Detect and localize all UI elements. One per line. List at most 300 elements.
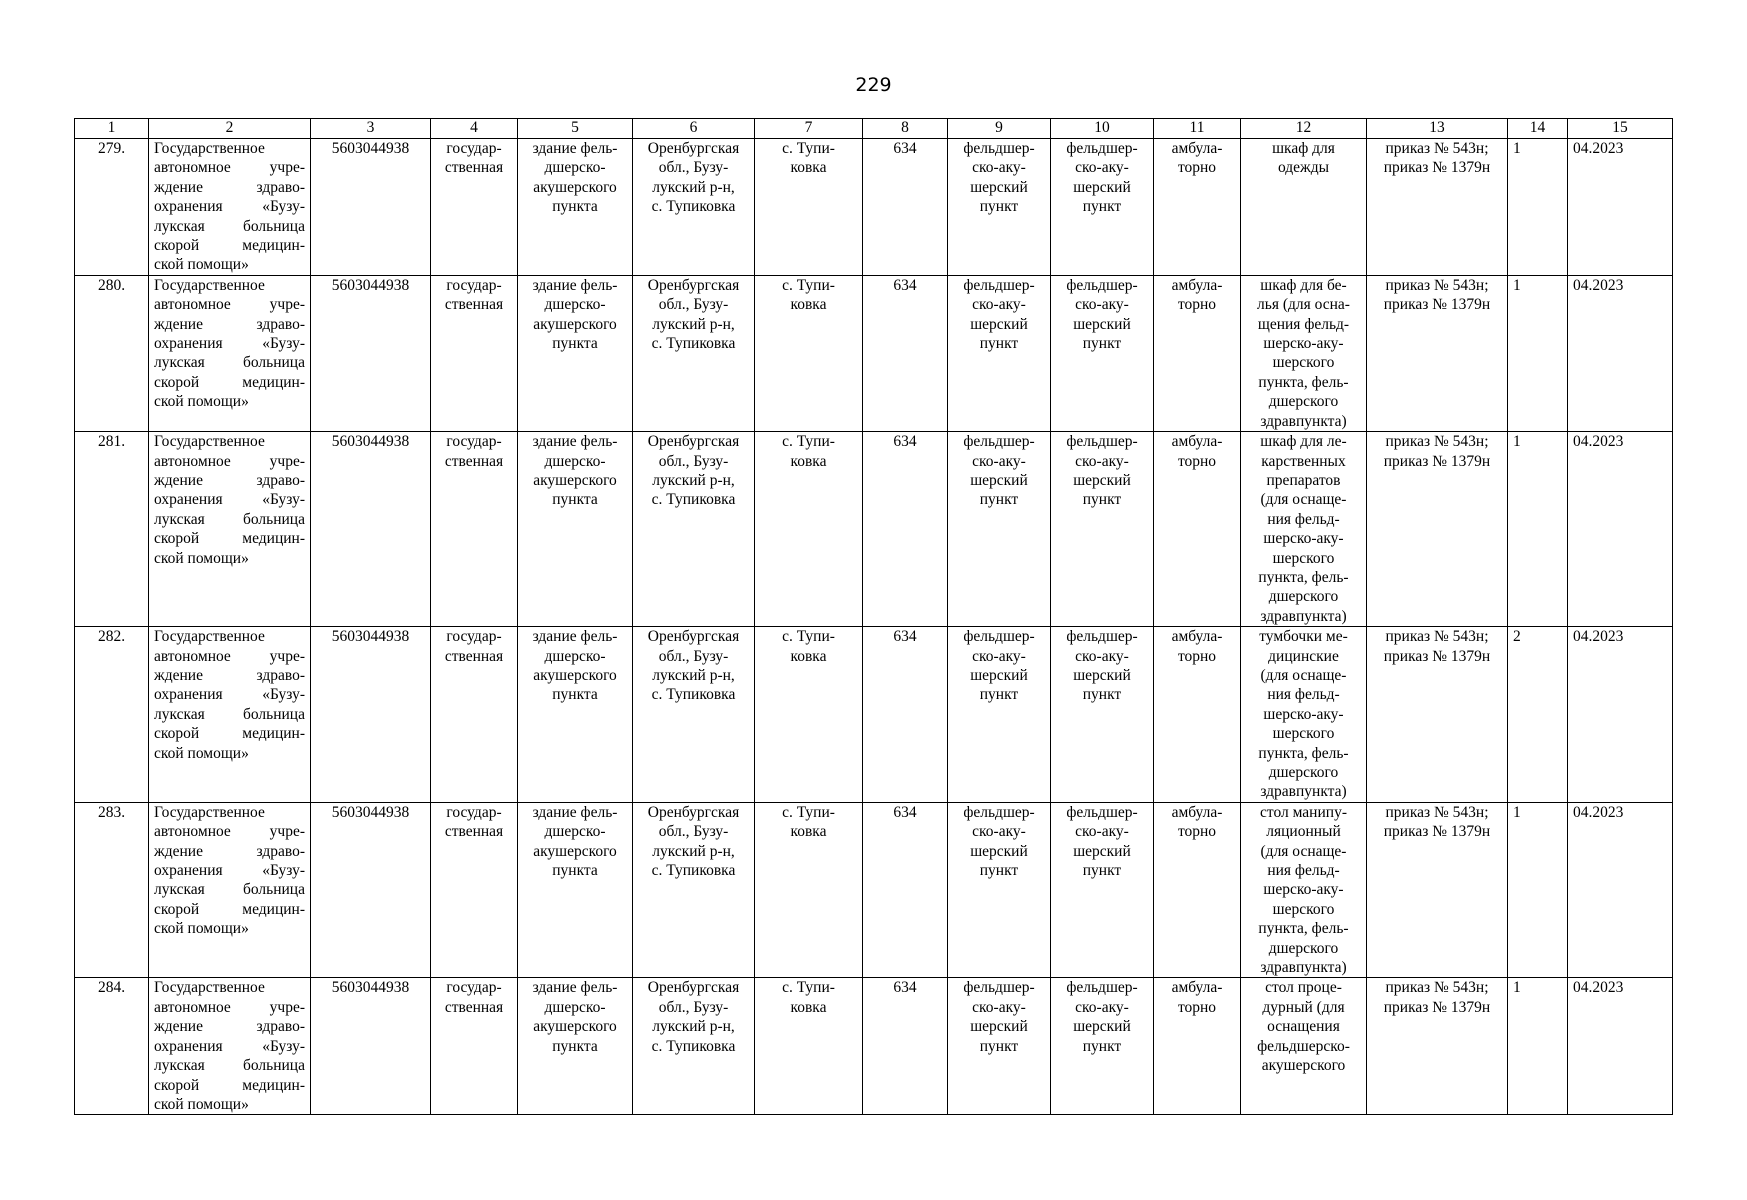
cell-line: лукский р-н, xyxy=(652,315,735,333)
order-cell xyxy=(1367,802,1508,978)
cell-line: препаратов xyxy=(1266,471,1341,489)
cell-line: фельдшер- xyxy=(963,433,1035,451)
cell-line: дурный (для xyxy=(1262,998,1345,1016)
cell-line: акушерского xyxy=(533,178,617,196)
address-cell xyxy=(633,432,755,627)
cell-line: фельдшерско- xyxy=(1257,1037,1350,1055)
order-cell xyxy=(1367,432,1508,627)
cell-line: фельдшер- xyxy=(963,979,1035,997)
cell-line: акушерского xyxy=(533,666,617,684)
cell-line: дшерско- xyxy=(544,452,606,470)
cell-line: акушерского xyxy=(533,471,617,489)
cell-line: с. Тупи- xyxy=(782,276,835,294)
cell-line: скорой медицин- xyxy=(154,373,305,391)
unit-name-cell xyxy=(1051,432,1154,627)
unit-name-cell xyxy=(1051,627,1154,803)
cell-line: фельдшер- xyxy=(963,276,1035,294)
cell-line: ния фельд- xyxy=(1267,862,1340,880)
cell-line: с. Тупиковка xyxy=(651,686,736,704)
cell-line: с. Тупиковка xyxy=(651,198,736,216)
cell-line: ственная xyxy=(444,823,504,841)
cell-line: обл., Бузу- xyxy=(658,159,729,177)
cell-line: здравпункта) xyxy=(1260,783,1347,801)
column-number: 8 xyxy=(863,119,948,139)
cell-line: ской помощи» xyxy=(154,393,249,411)
cell-line: ско-аку- xyxy=(1075,647,1129,665)
cell-line: приказ № 1379н xyxy=(1383,296,1491,314)
address-cell xyxy=(633,802,755,978)
cell-line: амбула- xyxy=(1171,979,1223,997)
quantity-cell: 1 xyxy=(1508,978,1568,1115)
cell-line: дшерско- xyxy=(544,998,606,1016)
cell-line: акушерского xyxy=(1261,1057,1346,1075)
cell-line: фельдшер- xyxy=(1066,803,1138,821)
cell-line: стол проце- xyxy=(1265,979,1342,997)
column-number-row xyxy=(75,119,1673,139)
date-cell: 04.2023 xyxy=(1568,802,1673,978)
column-number: 14 xyxy=(1508,119,1568,139)
organization-name xyxy=(149,802,311,978)
cell-line: ковка xyxy=(790,296,827,314)
cell-line: обл., Бузу- xyxy=(658,647,729,665)
cell-line: оснащения xyxy=(1267,1018,1340,1036)
cell-line: государ- xyxy=(446,140,502,157)
cell-line: ляционный xyxy=(1266,823,1341,841)
cell-line: пункт xyxy=(979,491,1019,509)
cell-line: здравпункта) xyxy=(1260,412,1347,430)
table-row xyxy=(75,802,1673,978)
building-cell xyxy=(518,627,633,803)
cell-line: шерско-аку- xyxy=(1263,881,1344,899)
column-number: 3 xyxy=(311,119,431,139)
cell-line: Государственное xyxy=(154,433,265,451)
column-number: 6 xyxy=(633,119,755,139)
cell-line: торно xyxy=(1177,647,1217,665)
cell-line: фельдшер- xyxy=(1066,433,1138,451)
cell-line: дицинские xyxy=(1268,647,1339,665)
cell-line: приказ № 543н; xyxy=(1385,979,1489,997)
inn-cell: 5603044938 xyxy=(311,139,431,276)
settlement-cell xyxy=(755,802,863,978)
cell-line: пункт xyxy=(979,862,1019,880)
order-cell xyxy=(1367,139,1508,276)
cell-line: здравпункта) xyxy=(1260,959,1347,977)
cell-line: пункт xyxy=(979,198,1019,216)
cell-line: скорой медицин- xyxy=(154,725,305,743)
cell-line: пункт xyxy=(1082,198,1122,216)
cell-line: шерский xyxy=(970,315,1028,333)
cell-line: стол манипу- xyxy=(1260,803,1347,821)
cell-line: дшерского xyxy=(1268,588,1339,606)
cell-line: шерского xyxy=(1272,354,1335,372)
column-number: 15 xyxy=(1568,119,1673,139)
equipment-cell xyxy=(1241,627,1367,803)
cell-line: скорой медицин- xyxy=(154,237,305,255)
column-number: 9 xyxy=(948,119,1051,139)
cell-line: ско-аку- xyxy=(1075,823,1129,841)
settlement-cell xyxy=(755,432,863,627)
cell-line: приказ № 1379н xyxy=(1383,452,1491,470)
cell-line: ственная xyxy=(444,296,504,314)
population-cell: 634 xyxy=(863,275,948,431)
cell-line: приказ № 1379н xyxy=(1383,647,1491,665)
population-cell: 634 xyxy=(863,627,948,803)
unit-type-cell xyxy=(948,275,1051,431)
cell-line: дшерского xyxy=(1268,393,1339,411)
cell-line: шерского xyxy=(1272,900,1335,918)
row-number: 282. xyxy=(75,627,149,803)
population-cell: 634 xyxy=(863,978,948,1115)
date-cell: 04.2023 xyxy=(1568,275,1673,431)
cell-line: фельдшер- xyxy=(963,140,1035,157)
cell-line: дшерско- xyxy=(544,296,606,314)
cell-line: пункта xyxy=(552,862,598,880)
care-form-cell xyxy=(1154,139,1241,276)
cell-line: скорой медицин- xyxy=(154,1076,305,1094)
unit-type-cell xyxy=(948,139,1051,276)
cell-line: пункта xyxy=(552,491,598,509)
cell-line: торно xyxy=(1177,452,1217,470)
unit-type-cell xyxy=(948,627,1051,803)
cell-line: с. Тупиковка xyxy=(651,862,736,880)
cell-line: дшерско- xyxy=(544,647,606,665)
cell-line: пункт xyxy=(1082,491,1122,509)
order-cell xyxy=(1367,627,1508,803)
column-number: 7 xyxy=(755,119,863,139)
cell-line: амбула- xyxy=(1171,140,1223,157)
building-cell xyxy=(518,275,633,431)
cell-line: здравпункта) xyxy=(1260,607,1347,625)
cell-line: дшерско- xyxy=(544,159,606,177)
cell-line: приказ № 1379н xyxy=(1383,998,1491,1016)
cell-line: здание фель- xyxy=(532,433,618,451)
cell-line: с. Тупиковка xyxy=(651,491,736,509)
building-cell xyxy=(518,432,633,627)
cell-line: государ- xyxy=(446,979,502,997)
cell-line: Государственное xyxy=(154,803,265,821)
inn-cell: 5603044938 xyxy=(311,802,431,978)
cell-line: автономное учре- xyxy=(154,296,305,314)
cell-line: ковка xyxy=(790,998,827,1016)
cell-line: карственных xyxy=(1261,452,1346,470)
address-cell xyxy=(633,139,755,276)
cell-line: охранения «Бузу- xyxy=(154,491,305,509)
row-number: 280. xyxy=(75,275,149,431)
cell-line: торно xyxy=(1177,823,1217,841)
row-number: 283. xyxy=(75,802,149,978)
date-cell: 04.2023 xyxy=(1568,432,1673,627)
cell-line: шкаф для xyxy=(1272,140,1335,157)
cell-line: ско-аку- xyxy=(972,823,1026,841)
cell-line: государ- xyxy=(446,803,502,821)
cell-line: охранения «Бузу- xyxy=(154,862,305,880)
cell-line: обл., Бузу- xyxy=(658,452,729,470)
population-cell: 634 xyxy=(863,139,948,276)
cell-line: шерский xyxy=(1073,178,1131,196)
cell-line: шерский xyxy=(1073,1018,1131,1036)
cell-line: приказ № 1379н xyxy=(1383,159,1491,177)
cell-line: пункт xyxy=(1082,335,1122,353)
cell-line: шерский xyxy=(1073,315,1131,333)
cell-line: ственная xyxy=(444,647,504,665)
cell-line: автономное учре- xyxy=(154,823,305,841)
population-cell: 634 xyxy=(863,802,948,978)
unit-name-cell xyxy=(1051,275,1154,431)
column-number: 12 xyxy=(1241,119,1367,139)
cell-line: ковка xyxy=(790,647,827,665)
cell-line: Оренбургская xyxy=(647,276,740,294)
cell-line: скорой медицин- xyxy=(154,900,305,918)
column-number: 13 xyxy=(1367,119,1508,139)
cell-line: Государственное xyxy=(154,628,265,646)
cell-line: акушерского xyxy=(533,1018,617,1036)
cell-line: дшерского xyxy=(1268,939,1339,957)
row-number: 279. xyxy=(75,139,149,276)
cell-line: обл., Бузу- xyxy=(658,296,729,314)
cell-line: автономное учре- xyxy=(154,452,305,470)
cell-line: с. Тупиковка xyxy=(651,335,736,353)
cell-line: здание фель- xyxy=(532,276,618,294)
organization-name xyxy=(149,978,311,1115)
cell-line: лукский р-н, xyxy=(652,666,735,684)
cell-line: дшерского xyxy=(1268,764,1339,781)
address-cell xyxy=(633,978,755,1115)
care-form-cell xyxy=(1154,627,1241,803)
cell-line: ждение здраво- xyxy=(154,842,305,860)
cell-line: ковка xyxy=(790,159,827,177)
unit-name-cell xyxy=(1051,139,1154,276)
table-row xyxy=(75,627,1673,803)
equipment-cell xyxy=(1241,432,1367,627)
ownership-cell xyxy=(431,139,518,276)
equipment-cell xyxy=(1241,275,1367,431)
cell-line: амбула- xyxy=(1171,803,1223,821)
cell-line: ско-аку- xyxy=(972,647,1026,665)
ownership-cell xyxy=(431,802,518,978)
cell-line: шерский xyxy=(1073,471,1131,489)
address-cell xyxy=(633,627,755,803)
cell-line: лукский р-н, xyxy=(652,178,735,196)
cell-line: лукский р-н, xyxy=(652,842,735,860)
unit-name-cell xyxy=(1051,978,1154,1115)
table-body xyxy=(75,139,1673,1115)
cell-line: фельдшер- xyxy=(1066,628,1138,646)
cell-line: (для оснаще- xyxy=(1260,491,1347,509)
cell-line: шерский xyxy=(970,471,1028,489)
settlement-cell xyxy=(755,978,863,1115)
cell-line: шерско-аку- xyxy=(1263,335,1344,353)
cell-line: шерско-аку- xyxy=(1263,705,1344,723)
cell-line: одежды xyxy=(1277,159,1330,177)
building-cell xyxy=(518,978,633,1115)
building-cell xyxy=(518,139,633,276)
unit-name-cell xyxy=(1051,802,1154,978)
cell-line: охранения «Бузу- xyxy=(154,335,305,353)
column-number: 11 xyxy=(1154,119,1241,139)
cell-line: торно xyxy=(1177,296,1217,314)
date-cell: 04.2023 xyxy=(1568,627,1673,803)
cell-line: ждение здраво- xyxy=(154,666,305,684)
cell-line: ской помощи» xyxy=(154,549,249,567)
cell-line: пункта, фель- xyxy=(1258,744,1349,762)
cell-line: государ- xyxy=(446,433,502,451)
cell-line: государ- xyxy=(446,628,502,646)
cell-line: с. Тупи- xyxy=(782,433,835,451)
cell-line: здание фель- xyxy=(532,803,618,821)
cell-line: ско-аку- xyxy=(972,998,1026,1016)
cell-line: ковка xyxy=(790,452,827,470)
table-row xyxy=(75,275,1673,431)
cell-line: ско-аку- xyxy=(972,296,1026,314)
cell-line: здание фель- xyxy=(532,628,618,646)
cell-line: ской помощи» xyxy=(154,744,249,762)
cell-line: амбула- xyxy=(1171,628,1223,646)
cell-line: шерский xyxy=(970,842,1028,860)
cell-line: государ- xyxy=(446,276,502,294)
equipment-cell xyxy=(1241,139,1367,276)
cell-line: шерский xyxy=(970,666,1028,684)
cell-line: приказ № 543н; xyxy=(1385,433,1489,451)
cell-line: ской помощи» xyxy=(154,920,249,938)
cell-line: Оренбургская xyxy=(647,433,740,451)
cell-line: шерский xyxy=(970,1018,1028,1036)
row-number: 284. xyxy=(75,978,149,1115)
care-form-cell xyxy=(1154,432,1241,627)
quantity-cell: 1 xyxy=(1508,432,1568,627)
quantity-cell: 1 xyxy=(1508,275,1568,431)
unit-type-cell xyxy=(948,802,1051,978)
organization-name xyxy=(149,432,311,627)
cell-line: приказ № 1379н xyxy=(1383,823,1491,841)
order-cell xyxy=(1367,978,1508,1115)
cell-line: шерского xyxy=(1272,725,1335,743)
quantity-cell: 2 xyxy=(1508,627,1568,803)
column-number: 4 xyxy=(431,119,518,139)
cell-line: пункта xyxy=(552,686,598,704)
cell-line: приказ № 543н; xyxy=(1385,803,1489,821)
column-number: 5 xyxy=(518,119,633,139)
ownership-cell xyxy=(431,978,518,1115)
cell-line: пункта xyxy=(552,198,598,216)
cell-line: с. Тупи- xyxy=(782,803,835,821)
cell-line: шерского xyxy=(1272,549,1335,567)
population-cell: 634 xyxy=(863,432,948,627)
organization-name xyxy=(149,139,311,276)
date-cell: 04.2023 xyxy=(1568,139,1673,276)
care-form-cell xyxy=(1154,275,1241,431)
cell-line: пункта, фель- xyxy=(1258,373,1349,391)
cell-line: автономное учре- xyxy=(154,647,305,665)
cell-line: скорой медицин- xyxy=(154,530,305,548)
cell-line: дшерско- xyxy=(544,823,606,841)
unit-type-cell xyxy=(948,432,1051,627)
cell-line: лукская больница xyxy=(154,705,305,723)
column-number: 2 xyxy=(149,119,311,139)
date-cell: 04.2023 xyxy=(1568,978,1673,1115)
cell-line: охранения «Бузу- xyxy=(154,198,305,216)
cell-line: акушерского xyxy=(533,842,617,860)
cell-line: торно xyxy=(1177,159,1217,177)
cell-line: автономное учре- xyxy=(154,159,305,177)
cell-line: лукская больница xyxy=(154,881,305,899)
cell-line: Государственное xyxy=(154,979,265,997)
cell-line: с. Тупи- xyxy=(782,979,835,997)
cell-line: пункт xyxy=(979,686,1019,704)
column-number: 10 xyxy=(1051,119,1154,139)
cell-line: ско-аку- xyxy=(1075,159,1129,177)
settlement-cell xyxy=(755,627,863,803)
cell-line: торно xyxy=(1177,998,1217,1016)
table-row xyxy=(75,139,1673,276)
ownership-cell xyxy=(431,627,518,803)
cell-line: Государственное xyxy=(154,140,265,157)
address-cell xyxy=(633,275,755,431)
inn-cell: 5603044938 xyxy=(311,275,431,431)
cell-line: Оренбургская xyxy=(647,628,740,646)
cell-line: ждение здраво- xyxy=(154,471,305,489)
cell-line: фельдшер- xyxy=(1066,140,1138,157)
cell-line: лукская больница xyxy=(154,1057,305,1075)
cell-line: охранения «Бузу- xyxy=(154,1037,305,1055)
organization-name xyxy=(149,627,311,803)
page-number: 229 xyxy=(855,74,892,96)
cell-line: ско-аку- xyxy=(1075,998,1129,1016)
cell-line: лукская больница xyxy=(154,510,305,528)
equipment-cell xyxy=(1241,978,1367,1115)
cell-line: шерский xyxy=(1073,666,1131,684)
cell-line: (для оснаще- xyxy=(1260,666,1347,684)
cell-line: пункт xyxy=(1082,686,1122,704)
cell-line: лья (для осна- xyxy=(1257,296,1350,314)
cell-line: охранения «Бузу- xyxy=(154,686,305,704)
cell-line: пункта xyxy=(552,335,598,353)
ownership-cell xyxy=(431,275,518,431)
cell-line: Государственное xyxy=(154,276,265,294)
cell-line: ждение здраво- xyxy=(154,315,305,333)
cell-line: шерско-аку- xyxy=(1263,530,1344,548)
cell-line: автономное учре- xyxy=(154,998,305,1016)
cell-line: пункт xyxy=(1082,1037,1122,1055)
cell-line: Оренбургская xyxy=(647,140,740,157)
cell-line: пункт xyxy=(1082,862,1122,880)
inn-cell: 5603044938 xyxy=(311,978,431,1115)
cell-line: фельдшер- xyxy=(1066,979,1138,997)
cell-line: обл., Бузу- xyxy=(658,823,729,841)
cell-line: пункт xyxy=(979,335,1019,353)
quantity-cell: 1 xyxy=(1508,139,1568,276)
cell-line: здание фель- xyxy=(532,140,618,157)
quantity-cell: 1 xyxy=(1508,802,1568,978)
cell-line: ния фельд- xyxy=(1267,510,1340,528)
cell-line: шерский xyxy=(1073,842,1131,860)
register-table xyxy=(74,118,1673,1115)
cell-line: шкаф для бе- xyxy=(1260,276,1347,294)
cell-line: ско-аку- xyxy=(972,452,1026,470)
cell-line: с. Тупи- xyxy=(782,140,835,157)
equipment-cell xyxy=(1241,802,1367,978)
cell-line: ской помощи» xyxy=(154,256,249,274)
cell-line: пункта xyxy=(552,1037,598,1055)
cell-line: ждение здраво- xyxy=(154,1018,305,1036)
cell-line: обл., Бузу- xyxy=(658,998,729,1016)
cell-line: лукский р-н, xyxy=(652,471,735,489)
cell-line: фельдшер- xyxy=(1066,276,1138,294)
cell-line: амбула- xyxy=(1171,276,1223,294)
cell-line: с. Тупиковка xyxy=(651,1037,736,1055)
cell-line: ния фельд- xyxy=(1267,686,1340,704)
unit-type-cell xyxy=(948,978,1051,1115)
cell-line: лукская больница xyxy=(154,217,305,235)
